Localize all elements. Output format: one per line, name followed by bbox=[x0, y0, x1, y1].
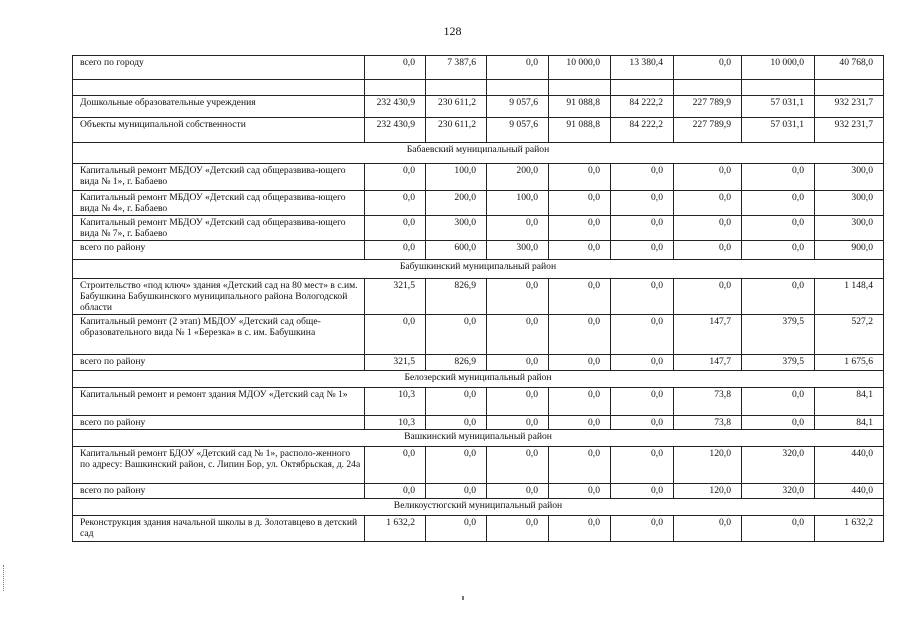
value-cell: 1 632,2 bbox=[365, 516, 426, 542]
value-cell: 232 430,9 bbox=[365, 118, 426, 143]
value-cell: 320,0 bbox=[742, 447, 815, 484]
value-cell: 232 430,9 bbox=[365, 96, 426, 118]
value-cell: 826,9 bbox=[426, 279, 487, 315]
empty-cell bbox=[742, 80, 815, 96]
value-cell: 84,1 bbox=[815, 388, 884, 416]
value-cell: 300,0 bbox=[487, 241, 549, 260]
empty-cell bbox=[815, 80, 884, 96]
value-cell: 0,0 bbox=[365, 447, 426, 484]
value-cell: 0,0 bbox=[487, 516, 549, 542]
page-number: 128 bbox=[443, 24, 462, 38]
value-cell: 1 148,4 bbox=[815, 279, 884, 315]
value-cell: 0,0 bbox=[426, 416, 487, 430]
value-cell: 0,0 bbox=[742, 279, 815, 315]
value-cell: 0,0 bbox=[487, 388, 549, 416]
value-cell: 10,3 bbox=[365, 388, 426, 416]
value-cell: 0,0 bbox=[549, 164, 611, 191]
row-label: Капитальный ремонт МБДОУ «Детский сад общеразвива-ющего вида № 4», г. Бабаево bbox=[73, 191, 365, 216]
value-cell: 0,0 bbox=[742, 216, 815, 241]
value-cell: 0,0 bbox=[611, 216, 674, 241]
table-row bbox=[73, 241, 884, 260]
value-cell: 7 387,6 bbox=[426, 56, 487, 80]
section-header-row bbox=[73, 430, 884, 447]
value-cell: 0,0 bbox=[611, 315, 674, 355]
value-cell: 0,0 bbox=[487, 279, 549, 315]
value-cell: 0,0 bbox=[742, 164, 815, 191]
value-cell: 0,0 bbox=[365, 56, 426, 80]
value-cell: 147,7 bbox=[674, 355, 742, 371]
value-cell: 0,0 bbox=[487, 416, 549, 430]
value-cell: 440,0 bbox=[815, 447, 884, 484]
scan-artifact-bottom bbox=[462, 596, 464, 600]
value-cell: 230 611,2 bbox=[426, 96, 487, 118]
table-row bbox=[73, 164, 884, 191]
table-row bbox=[73, 191, 884, 216]
value-cell: 0,0 bbox=[674, 191, 742, 216]
value-cell: 0,0 bbox=[549, 388, 611, 416]
value-cell: 84 222,2 bbox=[611, 96, 674, 118]
value-cell: 0,0 bbox=[365, 241, 426, 260]
value-cell: 527,2 bbox=[815, 315, 884, 355]
table-row bbox=[73, 447, 884, 484]
value-cell: 0,0 bbox=[611, 516, 674, 542]
value-cell: 0,0 bbox=[549, 279, 611, 315]
value-cell: 0,0 bbox=[426, 447, 487, 484]
row-label: всего по району bbox=[73, 484, 365, 499]
value-cell: 200,0 bbox=[487, 164, 549, 191]
value-cell: 73,8 bbox=[674, 416, 742, 430]
table-row bbox=[73, 355, 884, 371]
value-cell: 0,0 bbox=[611, 484, 674, 499]
value-cell: 300,0 bbox=[815, 191, 884, 216]
value-cell: 40 768,0 bbox=[815, 56, 884, 80]
value-cell: 0,0 bbox=[742, 388, 815, 416]
row-label: всего по району bbox=[73, 355, 365, 371]
table-row bbox=[73, 516, 884, 542]
row-label: Строительство «под ключ» здания «Детский сад на 80 мест» в с.им. Бабушкина Бабушкинского муниципального района Вологодской области bbox=[73, 279, 365, 315]
value-cell: 0,0 bbox=[365, 164, 426, 191]
value-cell: 200,0 bbox=[426, 191, 487, 216]
value-cell: 0,0 bbox=[611, 241, 674, 260]
value-cell: 13 380,4 bbox=[611, 56, 674, 80]
row-label: Объекты муниципальной собственности bbox=[73, 118, 365, 143]
value-cell: 0,0 bbox=[742, 241, 815, 260]
value-cell: 0,0 bbox=[611, 164, 674, 191]
value-cell: 0,0 bbox=[365, 484, 426, 499]
value-cell: 0,0 bbox=[611, 279, 674, 315]
value-cell: 0,0 bbox=[549, 216, 611, 241]
value-cell: 1 675,6 bbox=[815, 355, 884, 371]
value-cell: 100,0 bbox=[487, 191, 549, 216]
value-cell: 0,0 bbox=[365, 191, 426, 216]
value-cell: 120,0 bbox=[674, 447, 742, 484]
empty-cell bbox=[549, 80, 611, 96]
blank-row bbox=[73, 80, 884, 96]
value-cell: 147,7 bbox=[674, 315, 742, 355]
value-cell: 227 789,9 bbox=[674, 118, 742, 143]
value-cell: 0,0 bbox=[674, 216, 742, 241]
value-cell: 321,5 bbox=[365, 355, 426, 371]
empty-cell bbox=[674, 80, 742, 96]
row-label: всего по городу bbox=[73, 56, 365, 80]
value-cell: 0,0 bbox=[611, 447, 674, 484]
section-header-row bbox=[73, 371, 884, 388]
section-title: Вашкинский муниципальный район bbox=[73, 430, 884, 447]
row-label: всего по району bbox=[73, 241, 365, 260]
scan-artifact-left bbox=[3, 565, 7, 591]
section-header-row bbox=[73, 260, 884, 279]
value-cell: 0,0 bbox=[674, 241, 742, 260]
budget-table-body bbox=[73, 56, 884, 542]
empty-cell bbox=[487, 80, 549, 96]
value-cell: 0,0 bbox=[549, 484, 611, 499]
value-cell: 0,0 bbox=[487, 315, 549, 355]
value-cell: 300,0 bbox=[426, 216, 487, 241]
value-cell: 0,0 bbox=[365, 216, 426, 241]
row-label: Капитальный ремонт МБДОУ «Детский сад общеразвива-ющего вида № 1», г. Бабаево bbox=[73, 164, 365, 191]
value-cell: 9 057,6 bbox=[487, 96, 549, 118]
empty-cell bbox=[73, 80, 365, 96]
value-cell: 84,1 bbox=[815, 416, 884, 430]
value-cell: 0,0 bbox=[674, 279, 742, 315]
value-cell: 0,0 bbox=[674, 164, 742, 191]
value-cell: 0,0 bbox=[487, 447, 549, 484]
row-label: Капитальный ремонт (2 этап) МБДОУ «Детский сад обще-образовательного вида № 1 «Березка» в с. им. Бабушкина bbox=[73, 315, 365, 355]
section-title: Бабаевский муниципальный район bbox=[73, 143, 884, 164]
value-cell: 0,0 bbox=[549, 355, 611, 371]
value-cell: 230 611,2 bbox=[426, 118, 487, 143]
value-cell: 379,5 bbox=[742, 355, 815, 371]
value-cell: 227 789,9 bbox=[674, 96, 742, 118]
row-label: Реконструкция здания начальной школы в д. Золотавцево в детский сад bbox=[73, 516, 365, 542]
value-cell: 1 632,2 bbox=[815, 516, 884, 542]
value-cell: 321,5 bbox=[365, 279, 426, 315]
value-cell: 0,0 bbox=[549, 241, 611, 260]
table-row bbox=[73, 315, 884, 355]
value-cell: 0,0 bbox=[549, 416, 611, 430]
row-label: Капитальный ремонт БДОУ «Детский сад № 1», располо-женного по адресу: Вашкинский район, с. Липин Бор, ул. Октябрьская, д. 24а bbox=[73, 447, 365, 484]
value-cell: 73,8 bbox=[674, 388, 742, 416]
table-row bbox=[73, 484, 884, 499]
value-cell: 0,0 bbox=[674, 56, 742, 80]
value-cell: 0,0 bbox=[426, 484, 487, 499]
value-cell: 300,0 bbox=[815, 216, 884, 241]
row-label: Дошкольные образовательные учреждения bbox=[73, 96, 365, 118]
table-row bbox=[73, 216, 884, 241]
value-cell: 932 231,7 bbox=[815, 118, 884, 143]
value-cell: 0,0 bbox=[611, 388, 674, 416]
table-row bbox=[73, 96, 884, 118]
value-cell: 0,0 bbox=[742, 191, 815, 216]
value-cell: 0,0 bbox=[487, 216, 549, 241]
value-cell: 0,0 bbox=[611, 416, 674, 430]
value-cell: 0,0 bbox=[487, 355, 549, 371]
value-cell: 0,0 bbox=[426, 388, 487, 416]
value-cell: 10,3 bbox=[365, 416, 426, 430]
value-cell: 379,5 bbox=[742, 315, 815, 355]
section-title: Великоустюгский муниципальный район bbox=[73, 499, 884, 516]
value-cell: 0,0 bbox=[611, 191, 674, 216]
empty-cell bbox=[426, 80, 487, 96]
table-row bbox=[73, 388, 884, 416]
value-cell: 0,0 bbox=[742, 416, 815, 430]
value-cell: 440,0 bbox=[815, 484, 884, 499]
value-cell: 91 088,8 bbox=[549, 96, 611, 118]
table-row bbox=[73, 279, 884, 315]
value-cell: 120,0 bbox=[674, 484, 742, 499]
section-title: Бабушкинский муниципальный район bbox=[73, 260, 884, 279]
value-cell: 0,0 bbox=[549, 516, 611, 542]
value-cell: 900,0 bbox=[815, 241, 884, 260]
value-cell: 600,0 bbox=[426, 241, 487, 260]
value-cell: 9 057,6 bbox=[487, 118, 549, 143]
value-cell: 0,0 bbox=[365, 315, 426, 355]
table-row bbox=[73, 56, 884, 80]
section-title: Белозерский муниципальный район bbox=[73, 371, 884, 388]
value-cell: 0,0 bbox=[549, 191, 611, 216]
section-header-row bbox=[73, 143, 884, 164]
table-row bbox=[73, 118, 884, 143]
budget-table bbox=[72, 55, 884, 542]
value-cell: 0,0 bbox=[549, 315, 611, 355]
value-cell: 0,0 bbox=[611, 355, 674, 371]
value-cell: 0,0 bbox=[426, 516, 487, 542]
value-cell: 100,0 bbox=[426, 164, 487, 191]
section-header-row bbox=[73, 499, 884, 516]
value-cell: 57 031,1 bbox=[742, 96, 815, 118]
empty-cell bbox=[365, 80, 426, 96]
value-cell: 0,0 bbox=[549, 447, 611, 484]
empty-cell bbox=[611, 80, 674, 96]
row-label: Капитальный ремонт и ремонт здания МДОУ «Детский сад № 1» bbox=[73, 388, 365, 416]
value-cell: 57 031,1 bbox=[742, 118, 815, 143]
value-cell: 0,0 bbox=[742, 516, 815, 542]
value-cell: 300,0 bbox=[815, 164, 884, 191]
value-cell: 10 000,0 bbox=[549, 56, 611, 80]
row-label: Капитальный ремонт МБДОУ «Детский сад общеразвива-ющего вида № 7», г. Бабаево bbox=[73, 216, 365, 241]
value-cell: 0,0 bbox=[487, 56, 549, 80]
value-cell: 932 231,7 bbox=[815, 96, 884, 118]
value-cell: 0,0 bbox=[674, 516, 742, 542]
value-cell: 0,0 bbox=[426, 315, 487, 355]
value-cell: 91 088,8 bbox=[549, 118, 611, 143]
table-row bbox=[73, 416, 884, 430]
value-cell: 84 222,2 bbox=[611, 118, 674, 143]
value-cell: 0,0 bbox=[487, 484, 549, 499]
value-cell: 826,9 bbox=[426, 355, 487, 371]
value-cell: 10 000,0 bbox=[742, 56, 815, 80]
value-cell: 320,0 bbox=[742, 484, 815, 499]
row-label: всего по району bbox=[73, 416, 365, 430]
